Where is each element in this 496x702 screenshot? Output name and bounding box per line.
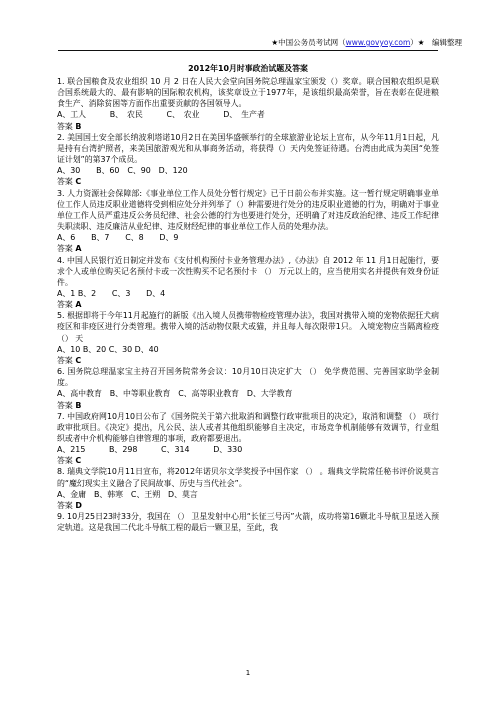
answer-label: 答案 (57, 244, 73, 254)
answer-label: 答案 (57, 121, 73, 131)
answer-line (57, 355, 439, 366)
answer-value: A (75, 300, 82, 310)
question-options: A、215 B、298 C、314 D、330 (57, 445, 243, 455)
answer-label: 答案 (57, 177, 73, 187)
answer-value: B (75, 121, 82, 131)
question-text: 2. 美国国土安全部长纳波利塔诺10月2日在美国华盛顿举行的全球旅游业论坛上宣布，从今年11月1日起，凡是持有台湾护照者，来美国旅游观光和从事商务活动，将获得（）天内免签证待遇。台湾由此成为美国“免签证计划”的第37个成员。 (57, 132, 439, 165)
header-link[interactable]: www.govyoy.com (345, 38, 411, 47)
header-divider (58, 50, 438, 51)
question-options: A、6 B、7 C、8 D、9 (57, 233, 179, 243)
answer-line (57, 400, 439, 411)
question-8 (57, 466, 439, 511)
answer-line (57, 500, 439, 511)
question-text: 8. 瑞典文学院10月11日宣布，将2012年诺贝尔文学奖授予中国作家 （） 。瑞典文学院常任秘书评价说莫言的“魔幻现实主义融合了民间故事、历史与当代社会”。 (57, 467, 439, 488)
question-text: 5. 根据即将于今年11月起施行的新版《出入境人员携带物检疫管理办法》，我国对携带入境的宠物依据狂犬病疫区和非疫区进行分类管理。携带入境的活动物仅限犬或猫，并且每人每次限带1只。 入境宠物应当隔离检疫 （） 天 (57, 311, 439, 343)
answer-line (57, 455, 439, 466)
question-options: A、10 B、20 C、30 D、40 (57, 344, 159, 354)
question-text: 1. 联合国粮食及农业组织 10 月 2 日在人民大会堂向国务院总理温家宝颁发（）奖章。联合国粮农组织是联合国系统最大的、最有影响的国际粮农机构，该奖章设立于1977年，是该组织最高荣誉，旨在表彰在促进粮食生产、消除贫困等方面作出重要贡献的各国领导人。 (57, 77, 439, 109)
question-7 (57, 411, 439, 467)
question-options: A、高中教育 B、中等职业教育 C、高等职业教育 D、大学教育 (57, 389, 293, 399)
answer-line (57, 121, 439, 132)
question-options: A、30 B、60 C、90 D、120 (57, 166, 188, 176)
question-text: 6. 国务院总理温家宝主持召开国务院常务会议：10月10日决定扩大 （） 免学费范围、完善国家助学金制度。 (57, 367, 439, 388)
answer-value: B (75, 400, 82, 410)
answer-value: C (75, 456, 82, 466)
question-text: 7. 中国政府网10月10日公布了《国务院关于第六批取消和调整行政审批项目的决定》，取消和调整 （） 项行政审批项目。《决定》提出，凡公民、法人或者其他组织能够自主决定，市场竞争机制能够有效调节，行业组织或者中介机构能够自律管理的事项，政府都要退出。 (57, 411, 439, 443)
answer-label: 答案 (57, 400, 73, 410)
question-3 (57, 188, 439, 255)
answer-value: A (75, 244, 82, 254)
header-suffix: ）★ 编辑整理 (410, 38, 462, 47)
question-options: A、1 B、2 C、3 D、4 (57, 288, 166, 298)
page-header (0, 38, 496, 48)
question-text: 9. 10月25日23时33分，我国在 （） 卫星发射中心用“长征三号丙”火箭，成功将第16颗北斗导航卫星送入预定轨道。这是我国二代北斗导航工程的最后一颗卫星，至此，我 (57, 512, 439, 533)
answer-value: D (75, 500, 82, 510)
document-body (57, 63, 439, 533)
question-options: A、金庸 B、韩寒 C、王朔 D、莫言 (57, 489, 198, 499)
question-options: A、工人 B、 农民 C、 农业 D、 生产者 (57, 110, 265, 120)
answer-value: C (75, 177, 82, 187)
answer-label: 答案 (57, 300, 73, 310)
answer-label: 答案 (57, 355, 73, 365)
answer-value: C (75, 355, 82, 365)
question-9 (57, 511, 439, 533)
answer-line (57, 299, 439, 310)
question-5 (57, 310, 439, 366)
question-text: 4. 中国人民银行近日制定并发布《支付机构预付卡业务管理办法》,《办法》自 2012 年 11 月1日起施行，要求个人或单位购买记名预付卡或一次性购买不记名预付卡 （） 万元以上的，应当使用实名并提供有效身份证件。 (57, 255, 439, 287)
answer-label: 答案 (57, 456, 73, 466)
answer-line (57, 243, 439, 254)
answer-line (57, 176, 439, 187)
question-1 (57, 76, 439, 132)
question-text: 3. 人力资源社会保障部:《事业单位工作人员处分暂行规定》已于日前公布并实施。这一暂行规定明确事业单位工作人员违反职业道德将受到相应处分并列举了（）种需要进行处分的违反职业道德的行为，明确对于事业单位工作人员严重违反公务员纪律、社会公德的行为也要进行处分，还明确了对违反政治纪律、违反工作纪律失职渎职、违反廉洁从业纪律、违反财经纪律的事业单位工作人员的处理办法。 (57, 188, 439, 232)
question-6 (57, 366, 439, 411)
question-4 (57, 255, 439, 311)
answer-label: 答案 (57, 500, 73, 510)
document-title: 2012年10月时事政治试题及答案 (188, 64, 308, 73)
page-number: 1 (245, 669, 251, 677)
question-2 (57, 132, 439, 188)
header-prefix: ★中国公务员考试网（ (271, 38, 346, 47)
